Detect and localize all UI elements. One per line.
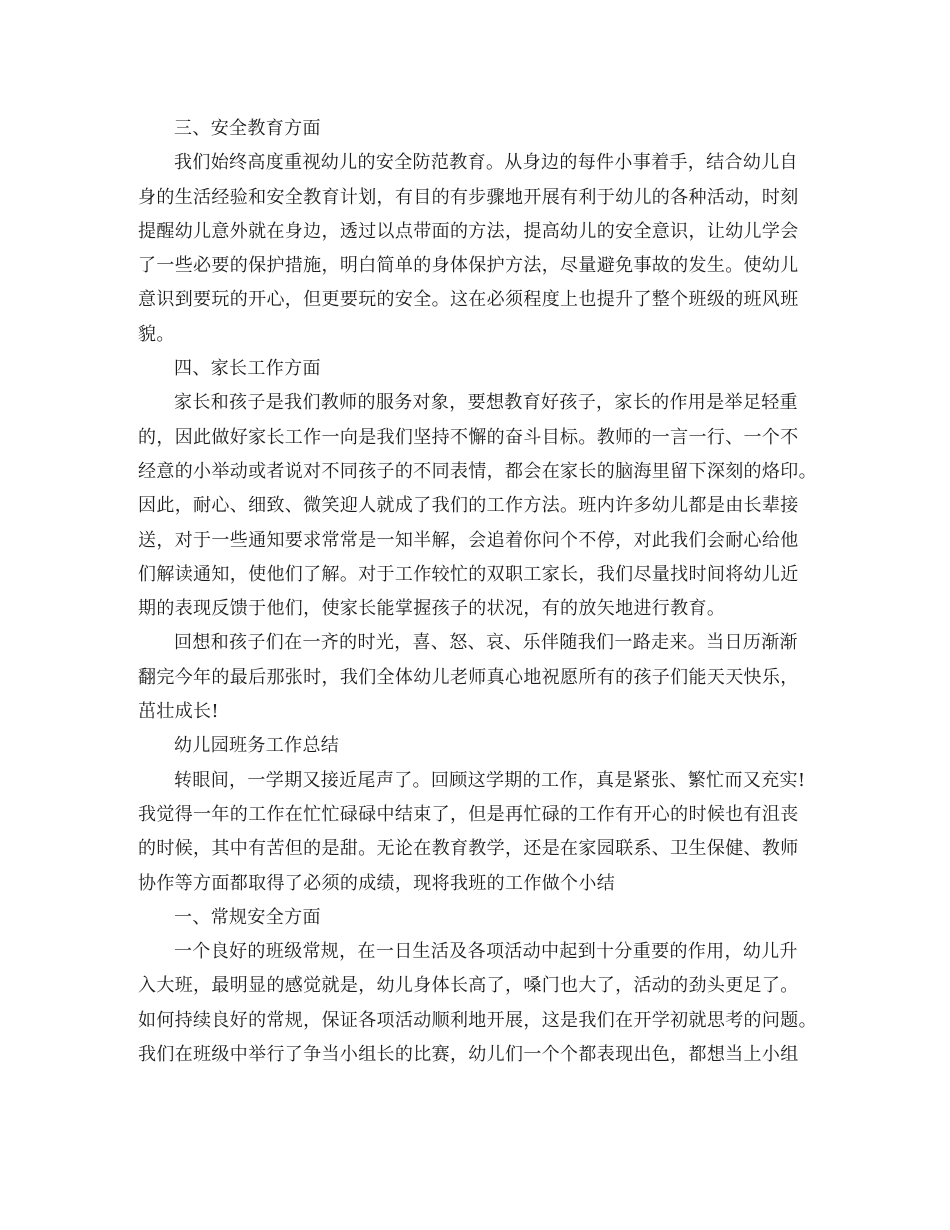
paragraph-line: 转眼间，一学期又接近尾声了。回顾这学期的工作，真是紧张、繁忙而又充实! [174, 769, 806, 791]
paragraph-line: 们解读通知，使他们了解。对于工作较忙的双职工家长，我们尽量找时间将幼儿近 [138, 563, 799, 585]
paragraph-line: 身的生活经验和安全教育计划，有目的有步骤地开展有利于幼儿的各种活动，时刻 [138, 186, 799, 208]
paragraph-line: 送，对于一些通知要求常常是一知半解，会追着你问个不停，对此我们会耐心给他 [138, 529, 799, 551]
paragraph-line: 入大班，最明显的感觉就是，幼儿身体长高了，嗓门也大了，活动的劲头更足了。 [138, 975, 799, 997]
paragraph-line: 的，因此做好家长工作一向是我们坚持不懈的奋斗目标。教师的一言一行、一个不 [138, 426, 799, 448]
paragraph-line: 家长和孩子是我们教师的服务对象，要想教育好孩子，家长的作用是举足轻重 [174, 392, 798, 414]
paragraph-line: 了一些必要的保护措施，明白简单的身体保护方法，尽量避免事故的发生。使幼儿 [138, 255, 799, 277]
paragraph-line: 貌。 [138, 323, 175, 345]
paragraph-line: 经意的小举动或者说对不同孩子的不同表情，都会在家长的脑海里留下深刻的烙印。 [138, 460, 817, 482]
paragraph-line: 意识到要玩的开心，但更要玩的安全。这在必须程度上也提升了整个班级的班风班 [138, 289, 799, 311]
document-title: 幼儿园班务工作总结 [174, 735, 340, 757]
paragraph-line: 的时候，其中有苦但的是甜。无论在教育教学，还是在家园联系、卫生保健、教师 [138, 838, 799, 860]
paragraph-line: 我们始终高度重视幼儿的安全防范教育。从身边的每件小事着手，结合幼儿自 [174, 152, 798, 174]
paragraph-line: 如何持续良好的常规，保证各项活动顺利地开展，这是我们在开学初就思考的问题。 [138, 1009, 817, 1031]
section-heading-safety-education: 三、安全教育方面 [174, 118, 321, 139]
paragraph-line: 回想和孩子们在一齐的时光，喜、怒、哀、乐伴随我们一路走来。当日历渐渐 [174, 632, 798, 654]
paragraph-line: 期的表现反馈于他们，使家长能掌握孩子的状况，有的放矢地进行教育。 [138, 598, 726, 620]
paragraph-line: 提醒幼儿意外就在身边，透过以点带面的方法，提高幼儿的安全意识，让幼儿学会 [138, 220, 799, 242]
paragraph-line: 翻完今年的最后那张时，我们全体幼儿老师真心地祝愿所有的孩子们能天天快乐， [138, 666, 799, 688]
paragraph-line: 因此，耐心、细致、微笑迎人就成了我们的工作方法。班内许多幼儿都是由长辈接 [138, 495, 799, 517]
paragraph-line: 协作等方面都取得了必须的成绩，现将我班的工作做个小结 [138, 872, 616, 894]
paragraph-line: 茁壮成长! [138, 701, 219, 723]
paragraph-line: 一个良好的班级常规，在一日生活及各项活动中起到十分重要的作用，幼儿升 [174, 941, 798, 963]
paragraph-line: 我们在班级中举行了争当小组长的比赛，幼儿们一个个都表现出色，都想当上小组 [138, 1044, 799, 1066]
document-page [138, 112, 817, 1072]
section-heading-routine-safety: 一、常规安全方面 [174, 906, 321, 928]
section-heading-parent-work: 四、家长工作方面 [174, 358, 321, 380]
paragraph-line: 我觉得一年的工作在忙忙碌碌中结束了，但是再忙碌的工作有开心的时候也有沮丧 [138, 803, 799, 825]
